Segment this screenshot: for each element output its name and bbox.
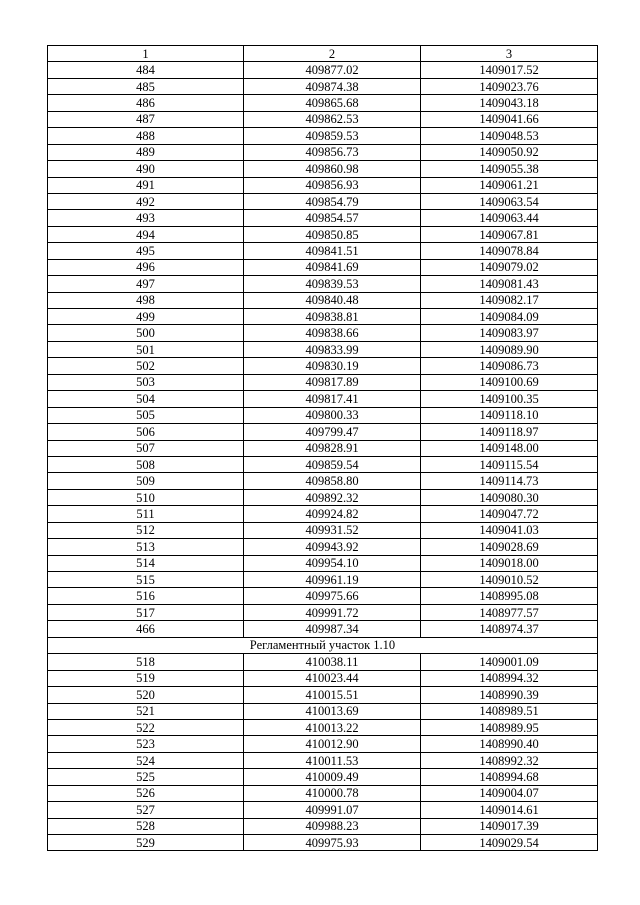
cell-x-coordinate: 409943.92 <box>244 539 421 555</box>
table-row <box>48 341 598 357</box>
cell-point-number: 526 <box>48 785 244 801</box>
cell-y-coordinate: 1409043.18 <box>421 95 598 111</box>
cell-point-number: 523 <box>48 736 244 752</box>
table-row <box>48 473 598 489</box>
coordinates-table-body <box>48 46 598 851</box>
cell-x-coordinate: 409975.66 <box>244 588 421 604</box>
cell-y-coordinate: 1409081.43 <box>421 276 598 292</box>
cell-point-number: 491 <box>48 177 244 193</box>
cell-point-number: 496 <box>48 259 244 275</box>
cell-x-coordinate: 410015.51 <box>244 687 421 703</box>
table-row <box>48 539 598 555</box>
cell-x-coordinate: 409859.54 <box>244 456 421 472</box>
cell-y-coordinate: 1409010.52 <box>421 572 598 588</box>
cell-y-coordinate: 1408994.68 <box>421 769 598 785</box>
cell-point-number: 497 <box>48 276 244 292</box>
cell-x-coordinate: 409830.19 <box>244 358 421 374</box>
table-row <box>48 128 598 144</box>
cell-x-coordinate: 409862.53 <box>244 111 421 127</box>
cell-point-number: 484 <box>48 62 244 78</box>
column-header-y: 3 <box>421 46 598 62</box>
cell-y-coordinate: 1409148.00 <box>421 440 598 456</box>
table-row <box>48 654 598 670</box>
table-row <box>48 407 598 423</box>
cell-point-number: 514 <box>48 555 244 571</box>
cell-x-coordinate: 410011.53 <box>244 752 421 768</box>
cell-y-coordinate: 1409067.81 <box>421 226 598 242</box>
cell-y-coordinate: 1408989.51 <box>421 703 598 719</box>
cell-y-coordinate: 1409089.90 <box>421 341 598 357</box>
cell-point-number: 513 <box>48 539 244 555</box>
cell-y-coordinate: 1409079.02 <box>421 259 598 275</box>
cell-point-number: 466 <box>48 621 244 637</box>
cell-point-number: 524 <box>48 752 244 768</box>
cell-point-number: 520 <box>48 687 244 703</box>
table-row <box>48 572 598 588</box>
cell-y-coordinate: 1409029.54 <box>421 835 598 851</box>
cell-x-coordinate: 409954.10 <box>244 555 421 571</box>
table-row <box>48 835 598 851</box>
cell-x-coordinate: 409874.38 <box>244 78 421 94</box>
cell-x-coordinate: 409858.80 <box>244 473 421 489</box>
cell-point-number: 518 <box>48 654 244 670</box>
table-row <box>48 325 598 341</box>
table-row <box>48 818 598 834</box>
table-row <box>48 703 598 719</box>
cell-y-coordinate: 1409084.09 <box>421 309 598 325</box>
cell-x-coordinate: 409924.82 <box>244 506 421 522</box>
table-row <box>48 161 598 177</box>
cell-x-coordinate: 409877.02 <box>244 62 421 78</box>
table-row <box>48 111 598 127</box>
cell-point-number: 487 <box>48 111 244 127</box>
table-row <box>48 62 598 78</box>
table-row <box>48 604 598 620</box>
cell-x-coordinate: 409838.81 <box>244 309 421 325</box>
cell-x-coordinate: 410013.69 <box>244 703 421 719</box>
table-header-row <box>48 46 598 62</box>
table-row <box>48 621 598 637</box>
section-title: Регламентный участок 1.10 <box>48 637 598 653</box>
table-row <box>48 309 598 325</box>
cell-x-coordinate: 409975.93 <box>244 835 421 851</box>
cell-point-number: 515 <box>48 572 244 588</box>
table-row <box>48 440 598 456</box>
cell-y-coordinate: 1409061.21 <box>421 177 598 193</box>
cell-point-number: 489 <box>48 144 244 160</box>
cell-point-number: 508 <box>48 456 244 472</box>
cell-x-coordinate: 409988.23 <box>244 818 421 834</box>
cell-y-coordinate: 1408994.32 <box>421 670 598 686</box>
cell-x-coordinate: 410013.22 <box>244 719 421 735</box>
cell-y-coordinate: 1409028.69 <box>421 539 598 555</box>
cell-x-coordinate: 409838.66 <box>244 325 421 341</box>
coordinates-table <box>47 45 598 851</box>
cell-point-number: 502 <box>48 358 244 374</box>
cell-point-number: 486 <box>48 95 244 111</box>
cell-point-number: 498 <box>48 292 244 308</box>
table-row <box>48 226 598 242</box>
cell-x-coordinate: 409840.48 <box>244 292 421 308</box>
cell-y-coordinate: 1409063.44 <box>421 210 598 226</box>
cell-point-number: 525 <box>48 769 244 785</box>
cell-point-number: 499 <box>48 309 244 325</box>
table-row <box>48 276 598 292</box>
table-row <box>48 769 598 785</box>
cell-y-coordinate: 1408974.37 <box>421 621 598 637</box>
cell-y-coordinate: 1409115.54 <box>421 456 598 472</box>
cell-y-coordinate: 1409114.73 <box>421 473 598 489</box>
cell-y-coordinate: 1409086.73 <box>421 358 598 374</box>
table-row <box>48 555 598 571</box>
table-row <box>48 736 598 752</box>
cell-x-coordinate: 409854.57 <box>244 210 421 226</box>
cell-y-coordinate: 1409047.72 <box>421 506 598 522</box>
column-header-point-number: 1 <box>48 46 244 62</box>
table-row <box>48 802 598 818</box>
cell-point-number: 503 <box>48 374 244 390</box>
cell-y-coordinate: 1409078.84 <box>421 243 598 259</box>
cell-x-coordinate: 409860.98 <box>244 161 421 177</box>
cell-point-number: 521 <box>48 703 244 719</box>
cell-y-coordinate: 1409055.38 <box>421 161 598 177</box>
cell-y-coordinate: 1408989.95 <box>421 719 598 735</box>
cell-y-coordinate: 1409118.10 <box>421 407 598 423</box>
cell-point-number: 510 <box>48 489 244 505</box>
table-row <box>48 391 598 407</box>
cell-y-coordinate: 1408977.57 <box>421 604 598 620</box>
cell-x-coordinate: 409841.69 <box>244 259 421 275</box>
cell-point-number: 512 <box>48 522 244 538</box>
cell-x-coordinate: 409839.53 <box>244 276 421 292</box>
cell-y-coordinate: 1408995.08 <box>421 588 598 604</box>
cell-point-number: 505 <box>48 407 244 423</box>
cell-point-number: 507 <box>48 440 244 456</box>
cell-point-number: 511 <box>48 506 244 522</box>
cell-point-number: 488 <box>48 128 244 144</box>
cell-x-coordinate: 409854.79 <box>244 193 421 209</box>
cell-point-number: 504 <box>48 391 244 407</box>
cell-y-coordinate: 1409082.17 <box>421 292 598 308</box>
cell-y-coordinate: 1408990.40 <box>421 736 598 752</box>
cell-y-coordinate: 1409050.92 <box>421 144 598 160</box>
cell-y-coordinate: 1409080.30 <box>421 489 598 505</box>
cell-point-number: 529 <box>48 835 244 851</box>
cell-y-coordinate: 1409063.54 <box>421 193 598 209</box>
cell-x-coordinate: 409859.53 <box>244 128 421 144</box>
cell-x-coordinate: 409850.85 <box>244 226 421 242</box>
cell-x-coordinate: 410023.44 <box>244 670 421 686</box>
cell-y-coordinate: 1409048.53 <box>421 128 598 144</box>
cell-x-coordinate: 410038.11 <box>244 654 421 670</box>
cell-x-coordinate: 409828.91 <box>244 440 421 456</box>
cell-x-coordinate: 409991.72 <box>244 604 421 620</box>
table-row <box>48 292 598 308</box>
table-row <box>48 456 598 472</box>
cell-point-number: 490 <box>48 161 244 177</box>
cell-point-number: 500 <box>48 325 244 341</box>
cell-x-coordinate: 409817.89 <box>244 374 421 390</box>
cell-y-coordinate: 1409118.97 <box>421 424 598 440</box>
table-row <box>48 95 598 111</box>
cell-y-coordinate: 1409018.00 <box>421 555 598 571</box>
cell-point-number: 516 <box>48 588 244 604</box>
cell-point-number: 492 <box>48 193 244 209</box>
table-row <box>48 785 598 801</box>
table-row <box>48 78 598 94</box>
table-row <box>48 670 598 686</box>
cell-point-number: 485 <box>48 78 244 94</box>
table-row <box>48 193 598 209</box>
table-row <box>48 358 598 374</box>
cell-y-coordinate: 1409017.52 <box>421 62 598 78</box>
cell-y-coordinate: 1409014.61 <box>421 802 598 818</box>
cell-x-coordinate: 409892.32 <box>244 489 421 505</box>
cell-x-coordinate: 409961.19 <box>244 572 421 588</box>
cell-x-coordinate: 409799.47 <box>244 424 421 440</box>
table-row <box>48 506 598 522</box>
cell-x-coordinate: 410009.49 <box>244 769 421 785</box>
table-row <box>48 719 598 735</box>
table-row <box>48 424 598 440</box>
table-row <box>48 243 598 259</box>
cell-point-number: 528 <box>48 818 244 834</box>
cell-point-number: 509 <box>48 473 244 489</box>
cell-y-coordinate: 1409100.35 <box>421 391 598 407</box>
cell-y-coordinate: 1409041.66 <box>421 111 598 127</box>
cell-y-coordinate: 1409001.09 <box>421 654 598 670</box>
cell-y-coordinate: 1409004.07 <box>421 785 598 801</box>
cell-x-coordinate: 410000.78 <box>244 785 421 801</box>
cell-point-number: 527 <box>48 802 244 818</box>
table-row <box>48 144 598 160</box>
cell-point-number: 506 <box>48 424 244 440</box>
cell-y-coordinate: 1409023.76 <box>421 78 598 94</box>
table-row <box>48 259 598 275</box>
cell-point-number: 522 <box>48 719 244 735</box>
cell-x-coordinate: 409800.33 <box>244 407 421 423</box>
table-row <box>48 522 598 538</box>
cell-point-number: 495 <box>48 243 244 259</box>
column-header-x: 2 <box>244 46 421 62</box>
cell-x-coordinate: 409856.93 <box>244 177 421 193</box>
cell-x-coordinate: 409991.07 <box>244 802 421 818</box>
section-title-row <box>48 637 598 653</box>
table-row <box>48 687 598 703</box>
cell-y-coordinate: 1409100.69 <box>421 374 598 390</box>
cell-x-coordinate: 409856.73 <box>244 144 421 160</box>
cell-x-coordinate: 409987.34 <box>244 621 421 637</box>
cell-y-coordinate: 1409041.03 <box>421 522 598 538</box>
cell-y-coordinate: 1409083.97 <box>421 325 598 341</box>
cell-x-coordinate: 410012.90 <box>244 736 421 752</box>
table-row <box>48 177 598 193</box>
cell-point-number: 519 <box>48 670 244 686</box>
cell-point-number: 501 <box>48 341 244 357</box>
cell-x-coordinate: 409865.68 <box>244 95 421 111</box>
cell-x-coordinate: 409931.52 <box>244 522 421 538</box>
cell-point-number: 493 <box>48 210 244 226</box>
cell-y-coordinate: 1408990.39 <box>421 687 598 703</box>
cell-y-coordinate: 1408992.32 <box>421 752 598 768</box>
table-row <box>48 752 598 768</box>
cell-y-coordinate: 1409017.39 <box>421 818 598 834</box>
cell-x-coordinate: 409817.41 <box>244 391 421 407</box>
cell-point-number: 494 <box>48 226 244 242</box>
cell-point-number: 517 <box>48 604 244 620</box>
table-row <box>48 374 598 390</box>
table-row <box>48 588 598 604</box>
cell-x-coordinate: 409833.99 <box>244 341 421 357</box>
cell-x-coordinate: 409841.51 <box>244 243 421 259</box>
table-row <box>48 489 598 505</box>
table-row <box>48 210 598 226</box>
